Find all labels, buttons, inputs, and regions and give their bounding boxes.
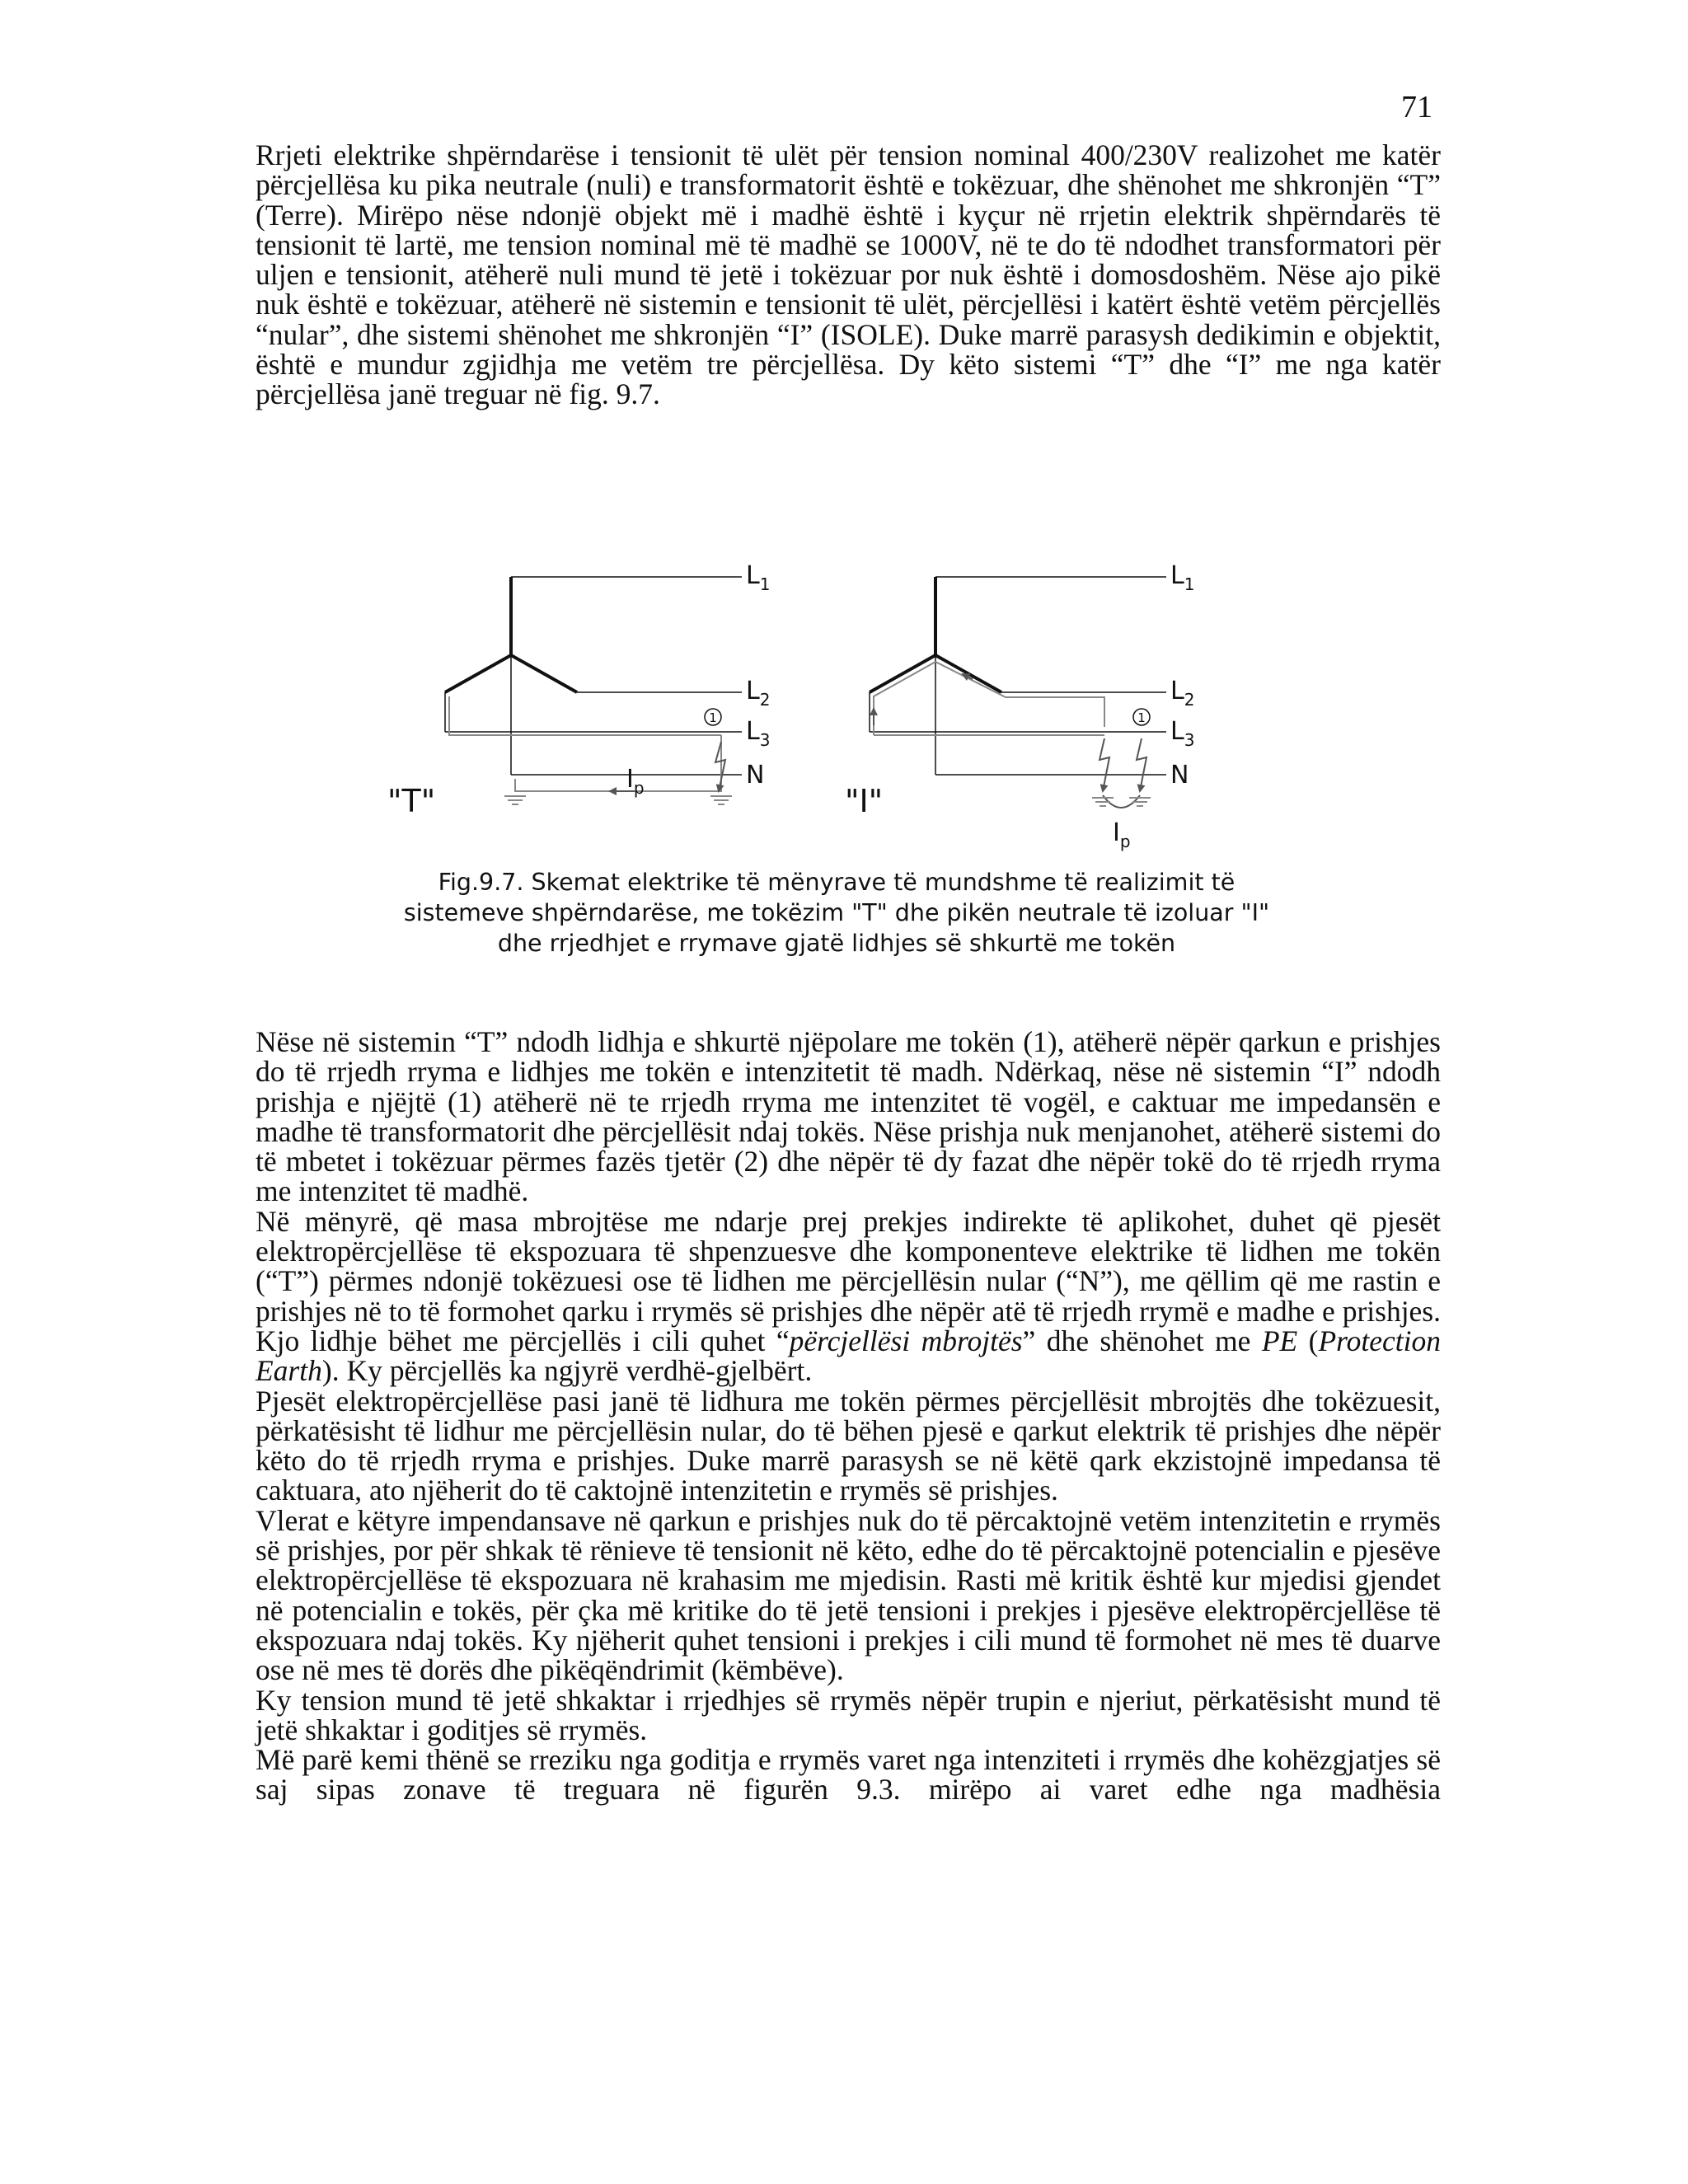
paragraph-7: Më parë kemi thënë se rreziku nga goditja e rrymës varet nga intenziteti i rrymës dhe kohëzgjatjes së saj sipas zonave të treguara në figurën 9.3. mirëpo ai varet edhe nga madhësia xyxy=(256,1743,1441,1807)
caption-line-1: Fig.9.7. Skemat elektrike të mënyrave të mundshme të realizimit të xyxy=(438,869,1236,896)
paragraph-4: Pjesët elektropërcjellëse pasi janë të lidhura me tokën përmes përcjellësit mbrojtës dhe tokëzuesit, përkatësisht të lidhur me përcjellësin nular, do të bëhen pjesë e qarkut elektrik të prishjes dhe nëpër këto do të rrjedh rryma e prishjes. Duke marrë parasysh se në këtë qark ekzistojnë impedansa të caktuara, ato njëherit do të caktojnë intenzitetin e rrymës së prishjes. xyxy=(256,1384,1441,1507)
label-ip-i: $I_p$ xyxy=(1113,818,1131,851)
subscript: 1 xyxy=(759,574,771,594)
paragraph-6: Ky tension mund të jetë shkaktar i rrjedhjes së rrymës nëpër trupin e njeriut, përkatësisht mund të jetë shkaktar i goditjes së rrymës. xyxy=(256,1683,1441,1746)
paragraph-3: Në mënyrë, që masa mbrojtëse me ndarje prej prekjes indirekte të aplikohet, duhet që pjesët elektropërcjellëse të ekspozuara të shpenzuesve dhe komponenteve elektrike të lidhen me tokën (“T”) përmes ndonjë tokëzuesi ose të lidhen me përcjellësin nular (“N”), me qëllim që me rastin e prishjes në to të formohet qarku i rrymës së prishjes dhe nëpër atë të rrjedh rrymë e madhe e prishjes. Kjo lidhje bëhet me përcjellës i cili quhet “përcjellësi mbrojtës” dhe shënohet me PE (Protection Earth). Ky përcjellës ka ngjyrë verdhë-gjelbërt. xyxy=(256,1204,1441,1388)
fault-bolt-i-1 xyxy=(1100,738,1109,791)
fault-marker-t: 1 xyxy=(709,710,717,725)
label-l3-i: $L_3$ xyxy=(1170,717,1195,750)
subscript: 2 xyxy=(759,690,771,710)
earth-symbol-neutral xyxy=(504,796,526,804)
body-text xyxy=(256,1027,1441,1805)
label-l1-i: $L_1$ xyxy=(1170,561,1195,594)
subscript: 1 xyxy=(1184,574,1195,594)
figure-caption xyxy=(313,867,1360,958)
label-n-i: N xyxy=(1170,761,1189,790)
earth-symbol-1 xyxy=(1092,798,1114,806)
label-n-t: N xyxy=(746,761,765,790)
label-l3-t: $L_3$ xyxy=(746,717,771,750)
paragraph-intro xyxy=(256,140,1441,410)
caption-line-3: dhe rrjedhjet e rrymave gjatë lidhjes së shkurtë me tokën xyxy=(497,930,1176,957)
earth-symbol-fault xyxy=(710,796,732,804)
system-label-t: "T" xyxy=(387,783,436,819)
figure-diagram xyxy=(363,544,1302,874)
page-number: 71 xyxy=(1401,90,1432,124)
winding-l3 xyxy=(935,655,1001,692)
subscript: 2 xyxy=(1184,690,1195,710)
paragraph-1-text: Rrjeti elektrike shpërndarëse i tensionit të ulët për tension nominal 400/230V realizohet me katër përcjellësa ku pika neutrale (nuli) e transformatorit është e tokëzuar, dhe shënohet me shkronjën “T” (Terre). Mirëpo nëse ndonjë objekt më i madhë është i kyçur në rrjetin elektrik shpërndarës të tensionit të lartë, me tension nominal më të madhë se 1000V, në te do të ndodhet transformatori për uljen e tensionit, atëherë nuli mund të jetë i tokëzuar por nuk është i domosdoshëm. Nëse ajo pikë nuk është e tokëzuar, atëherë në sistemin e tensionit të ulët, përcjellësi i katërt është vetëm përcjellës “nular”, dhe sistemi shënohet me shkronjën “I” (ISOLE). Duke marrë parasysh dedikimin e objektit, është e mundur zgjidhja me vetëm tre përcjellësa. Dy këto sistemi “T” dhe “I” me nga katër përcjellësa janë treguar në fig. 9.7. xyxy=(256,138,1441,411)
subscript: 3 xyxy=(1184,730,1195,750)
earth-symbol-2 xyxy=(1129,798,1151,806)
paragraph-2: Nëse në sistemin “T” ndodh lidhja e shkurtë njëpolare me tokën (1), atëherë nëpër qarkun e prishjes do të rrjedh rryma e lidhjes me tokën e intenzitetit të madh. Ndërkaq, nëse në sistemin “I” ndodh prishja e njëjtë (1) atëherë në te rrjedh rryma me intenzitet të vogël, e caktuar me impedansën e madhe të transformatorit dhe përcjellësit ndaj tokës. Nëse prishja nuk menjanohet, atëherë sistemi do të mbetet i tokëzuar përmes fazës tjetër (2) dhe nëpër të dy fazat dhe nëpër tokë do të rrjedh rryma me intenzitet të madhë. xyxy=(256,1025,1441,1208)
label-ip-t: $I_p$ xyxy=(626,765,645,798)
label-l1-t: $L_1$ xyxy=(746,561,771,594)
winding-l3 xyxy=(511,655,577,692)
subscript: p xyxy=(633,778,645,798)
winding-l2 xyxy=(445,655,511,692)
fault-bolt-i-2 xyxy=(1137,738,1146,791)
fault-marker-i: 1 xyxy=(1137,710,1146,725)
subscript: p xyxy=(1119,832,1131,851)
label-l2-i: $L_2$ xyxy=(1170,677,1195,710)
paragraph-5: Vlerat e këtyre impendansave në qarkun e prishjes nuk do të përcaktojnë vetëm intenzitetin e rrymës së prishjes, por për shkak të rënieve të tensionit në këto, edhe do të përcaktojnë potencialin e pjesëve elektropërcjellëse të ekspozuara në krahasim me mjedisin. Rasti më kritik është kur mjedisi gjendet në potencialin e tokës, për çka më kritike do të jetë tensioni i prekjes i pjesëve elektropërcjellëse të ekspozuara ndaj tokës. Ky njëherit quhet tensioni i prekjes i cili mund të formohet në mes të duarve ose në mes të dorës dhe pikëqëndrimit (këmbëve). xyxy=(256,1503,1441,1687)
winding-l2 xyxy=(870,655,935,692)
fault-path-t xyxy=(449,696,721,735)
system-i-diagram xyxy=(845,561,1194,851)
label-l2-t: $L_2$ xyxy=(746,677,771,710)
subscript: 3 xyxy=(759,730,771,750)
system-t-diagram xyxy=(387,561,770,819)
caption-line-2: sistemeve shpërndarëse, me tokëzim "T" dhe pikën neutrale të izoluar "I" xyxy=(403,899,1270,926)
system-label-i: "I" xyxy=(845,783,884,819)
fault-path-i xyxy=(874,662,1104,735)
figure-9-7 xyxy=(363,544,1302,874)
